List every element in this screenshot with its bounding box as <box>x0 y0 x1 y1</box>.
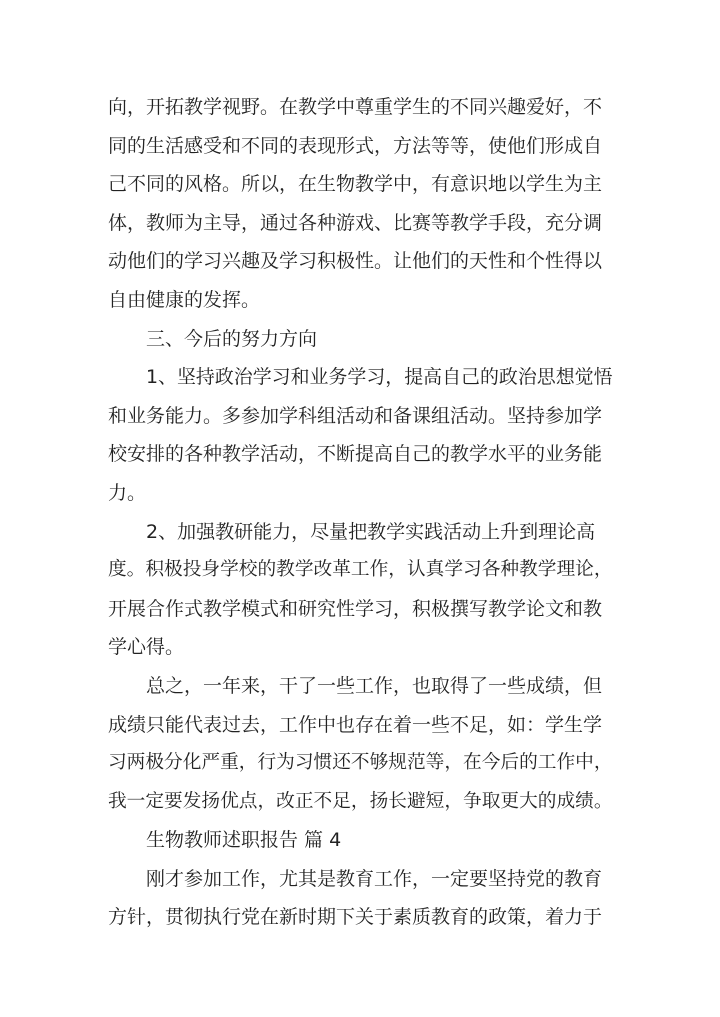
text-line: 开展合作式教学模式和研究性学习，积极撰写教学论文和教 <box>108 597 603 620</box>
text-line: 三、今后的努力方向 <box>146 327 318 350</box>
text-line: 动他们的学习兴趣及学习积极性。让他们的天性和个性得以 <box>108 250 603 273</box>
text-line: 和业务能力。多参加学科组活动和备课组活动。坚持参加学 <box>108 404 603 427</box>
text-line: 刚才参加工作，尤其是教育工作，一定要坚持党的教育 <box>146 867 603 890</box>
text-line: 成绩只能代表过去，工作中也存在着一些不足，如：学生学 <box>108 713 603 736</box>
text-line: 我一定要发扬优点，改正不足，扬长避短，争取更大的成绩。 <box>108 790 613 812</box>
text-line: 方针，贯彻执行党在新时期下关于素质教育的政策，着力于 <box>108 906 603 929</box>
text-line: 自由健康的发挥。 <box>108 288 261 311</box>
text-line: 度。积极投身学校的教学改革工作，认真学习各种教学理论， <box>108 559 613 581</box>
text-line: 2、加强教研能力，尽量把教学实践活动上升到理论高 <box>146 520 596 543</box>
text-line: 校安排的各种教学活动，不断提高自己的教学水平的业务能 <box>108 443 603 466</box>
body-text <box>108 88 613 937</box>
text-line: 同的生活感受和不同的表现形式，方法等等，使他们形成自 <box>108 134 603 157</box>
text-line: 习两极分化严重，行为习惯还不够规范等，在今后的工作中， <box>108 752 613 774</box>
text-line: 1、坚持政治学习和业务学习，提高自己的政治思想觉悟 <box>146 366 613 389</box>
text-line: 体，教师为主导，通过各种游戏、比赛等教学手段，充分调 <box>108 211 603 234</box>
text-line: 力。 <box>108 481 147 504</box>
text-line: 生物教师述职报告 篇 4 <box>146 829 342 852</box>
text-line: 学心得。 <box>108 636 185 659</box>
text-line: 总之，一年来，干了一些工作，也取得了一些成绩，但 <box>146 674 603 697</box>
text-line: 向，开拓教学视野。在教学中尊重学生的不同兴趣爱好，不 <box>108 96 603 118</box>
text-line: 己不同的风格。所以，在生物教学中，有意识地以学生为主 <box>108 173 603 196</box>
